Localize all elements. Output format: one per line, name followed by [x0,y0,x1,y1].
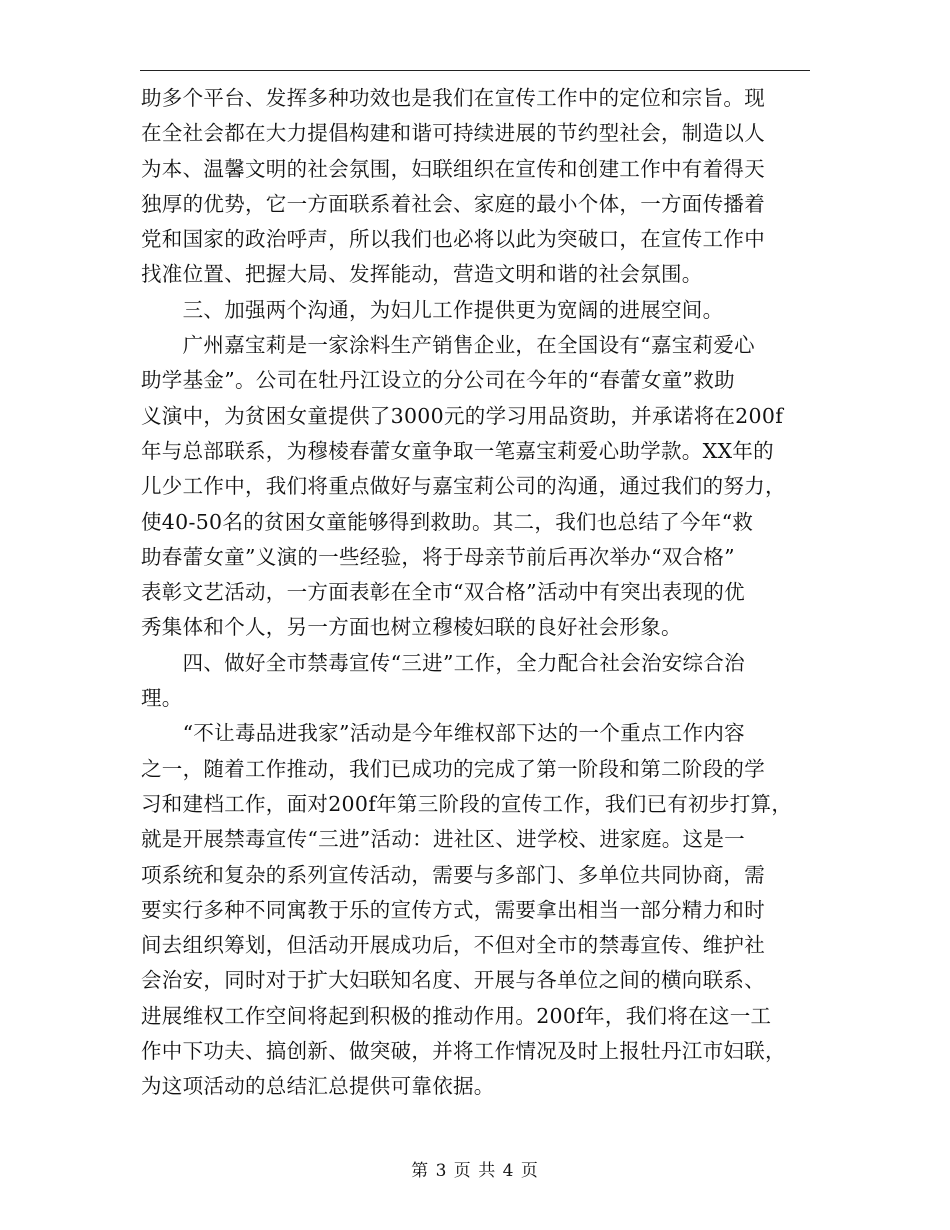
section-heading-four: 四、做好全市禁毒宣传“三进”工作，全力配合社会治安综合治 [141,650,745,675]
body-line: 独厚的优势，它一方面联系着社会、家庭的最小个体，一方面传播着 [141,191,765,216]
body-line: 进展维权工作空间将起到积极的推动作用。200f年，我们将在这一工 [141,1003,772,1028]
body-line: 表彰文艺活动，一方面表彰在全市“双合格”活动中有突出表现的优 [141,580,745,605]
body-line: 在全社会都在大力提倡构建和谐可持续进展的节约型社会，制造以人 [141,121,765,146]
body-line: 助学基金”。公司在牡丹江设立的分公司在今年的“春蕾女童”救助 [141,368,735,393]
body-line: 理。 [141,686,183,711]
body-line: 党和国家的政治呼声，所以我们也必将以此为突破口，在宣传工作中 [141,227,765,252]
body-line: 助春蕾女童”义演的一些经验，将于母亲节前后再次举办“双合格” [141,544,735,569]
body-line: 项系统和复杂的系列宣传活动，需要与多部门、多单位共同协商，需 [141,862,765,887]
header-rule [140,70,810,71]
body-line: 作中下功夫、搞创新、做突破，并将工作情况及时上报牡丹江市妇联， [141,1039,786,1064]
body-line: 广州嘉宝莉是一家涂料生产销售企业，在全国设有“嘉宝莉爱心 [141,333,755,358]
body-line: 会治安，同时对于扩大妇联知名度、开展与各单位之间的横向联系、 [141,968,765,993]
body-line: 间去组织筹划，但活动开展成功后，不但对全市的禁毒宣传、维护社 [141,933,765,958]
page-number-footer: 第 3 页 共 4 页 [411,1161,539,1181]
body-line: 年与总部联系，为穆棱春蕾女童争取一笔嘉宝莉爱心助学款。XX年的 [141,438,774,463]
body-line: 儿少工作中，我们将重点做好与嘉宝莉公司的沟通，通过我们的努力， [141,474,786,499]
document-body [141,81,813,1105]
body-line: 找准位置、把握大局、发挥能动，营造文明和谐的社会氛围。 [141,262,703,287]
body-line: 之一，随着工作推动，我们已成功的完成了第一阶段和第二阶段的学 [141,756,765,781]
body-line: 助多个平台、发挥多种功效也是我们在宣传工作中的定位和宗旨。现 [141,86,765,110]
body-line: 就是开展禁毒宣传“三进”活动：进社区、进学校、进家庭。这是一 [141,827,745,852]
body-line: 习和建档工作，面对200f年第三阶段的宣传工作，我们已有初步打算， [141,791,793,816]
body-line: 秀集体和个人，另一方面也树立穆棱妇联的良好社会形象。 [141,615,682,640]
body-line: 要实行多种不同寓教于乐的宣传方式，需要拿出相当一部分精力和时 [141,897,765,922]
body-line: 义演中，为贫困女童提供了3000元的学习用品资助，并承诺将在200f [141,403,784,428]
body-line: 为这项活动的总结汇总提供可靠依据。 [141,1074,495,1099]
body-line: “不让毒品进我家”活动是今年维权部下达的一个重点工作内容 [141,721,745,746]
body-line: 为本、温馨文明的社会氛围，妇联组织在宣传和创建工作中有着得天 [141,156,765,181]
body-line: 使40-50名的贫困女童能够得到救助。其二，我们也总结了今年“救 [141,509,754,534]
section-heading-three: 三、加强两个沟通，为妇儿工作提供更为宽阔的进展空间。 [141,297,724,322]
